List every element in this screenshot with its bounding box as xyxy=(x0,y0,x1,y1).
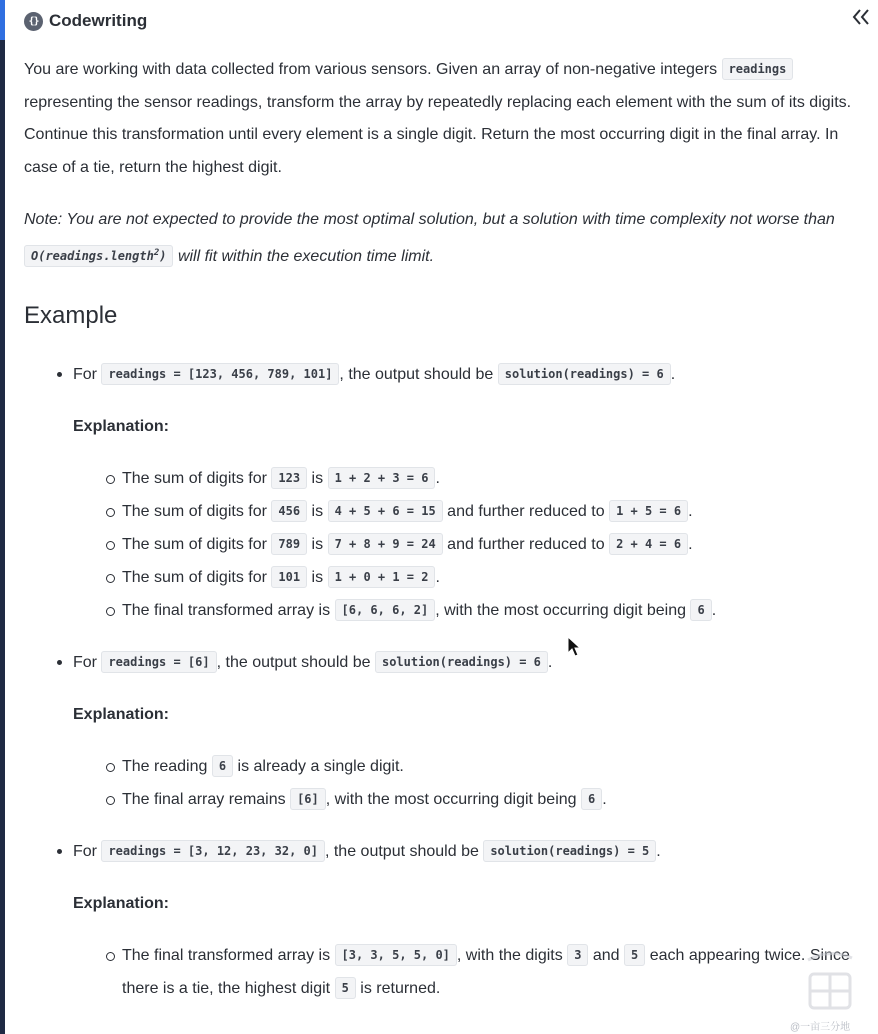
active-accent xyxy=(0,0,5,40)
item-text: The final array remains xyxy=(122,791,286,808)
item-code: 6 xyxy=(212,755,233,777)
explanation-label: Explanation: xyxy=(73,706,170,723)
example-output-code: solution(readings) = 6 xyxy=(375,651,548,673)
item-text: . xyxy=(435,470,440,487)
example-item xyxy=(24,358,864,646)
item-text: is xyxy=(311,536,324,553)
example-item xyxy=(24,835,864,1005)
double-chevron-left-icon xyxy=(851,8,871,26)
explanation-item xyxy=(73,939,864,1005)
item-text: . xyxy=(688,503,693,520)
explanation-item xyxy=(73,495,864,528)
item-text: The sum of digits for xyxy=(122,470,267,487)
item-code: 6 xyxy=(690,599,711,621)
complexity-code xyxy=(24,245,173,267)
item-text: , with the most occurring digit being xyxy=(325,791,577,808)
item-code: 1 + 5 = 6 xyxy=(609,500,688,522)
item-code: [6] xyxy=(290,788,326,810)
explanation-item xyxy=(73,462,864,495)
item-text: and further reduced to xyxy=(447,536,605,553)
complexity-close: ) xyxy=(159,248,167,263)
mouse-pointer-icon xyxy=(567,636,581,658)
examples-list xyxy=(24,358,864,1005)
watermark-text: @一亩三分地 xyxy=(790,1022,851,1033)
example-input-code: readings = [3, 12, 23, 32, 0] xyxy=(101,840,325,862)
task-header xyxy=(24,8,147,34)
explanation-label: Explanation: xyxy=(73,418,170,435)
task-type-title: Codewriting xyxy=(49,11,148,30)
item-code: 5 xyxy=(335,977,356,999)
item-code: 101 xyxy=(271,566,307,588)
note-text-2: will fit within the execution time limit. xyxy=(177,247,435,265)
example-end-text: . xyxy=(547,654,553,671)
codewriting-icon: {} xyxy=(24,12,43,31)
item-text: is xyxy=(311,503,324,520)
item-code: 456 xyxy=(271,500,307,522)
watermark-logo-icon xyxy=(790,940,870,1030)
item-text: . xyxy=(711,602,717,619)
item-code: 7 + 8 + 9 = 24 xyxy=(328,533,443,555)
item-text: The final transformed array is xyxy=(122,602,331,619)
example-for-label: For xyxy=(73,366,97,383)
item-text: The sum of digits for xyxy=(122,503,267,520)
item-text: and xyxy=(592,947,620,964)
explanation-item xyxy=(73,594,864,627)
intro-paragraph xyxy=(24,53,864,184)
item-text: The sum of digits for xyxy=(122,536,267,553)
item-code: 5 xyxy=(624,944,645,966)
example-mid-text: , the output should be xyxy=(216,654,371,671)
item-text: The reading xyxy=(122,758,208,775)
item-text: is returned. xyxy=(360,980,441,997)
item-code: 2 + 4 = 6 xyxy=(609,533,688,555)
item-text: The sum of digits for xyxy=(122,569,267,586)
note-text-1: Note: You are not expected to provide the most optimal solution, but a solution with time complexity not worse than xyxy=(24,211,835,228)
intro-text-2: representing the sensor readings, transform the array by repeatedly replacing each element with the sum of its digits. Continue this transformation until every element is a single digit. Return the most occurring digit in the final array. In case of a tie, return the highest digit. xyxy=(24,93,852,176)
explanation-label: Explanation: xyxy=(73,895,170,912)
complexity-exponent: 2 xyxy=(153,247,160,258)
explanation-list xyxy=(73,939,864,1005)
item-code: 1 + 2 + 3 = 6 xyxy=(328,467,436,489)
example-mid-text: , the output should be xyxy=(339,366,494,383)
item-text: . xyxy=(435,569,440,586)
example-item xyxy=(24,646,864,835)
item-text: . xyxy=(602,791,607,808)
item-text: each appearing twice. Since there is a tie, the highest digit xyxy=(122,947,850,997)
problem-description xyxy=(24,53,864,1005)
item-text: is already a single digit. xyxy=(237,758,404,775)
explanation-list xyxy=(73,462,864,627)
example-for-label: For xyxy=(73,654,97,671)
item-text: and further reduced to xyxy=(447,503,605,520)
item-code: 6 xyxy=(581,788,602,810)
example-io-line xyxy=(73,835,864,868)
intro-text-1: You are working with data collected from various sensors. Given an array of non-negative integers xyxy=(24,61,718,78)
example-output-code: solution(readings) = 5 xyxy=(483,840,656,862)
item-text: The final transformed array is xyxy=(122,947,331,964)
note-paragraph xyxy=(24,204,864,273)
complexity-expr: O(readings.length xyxy=(31,248,154,263)
example-io-line xyxy=(73,358,864,391)
example-end-text: . xyxy=(656,843,661,860)
item-code: 123 xyxy=(271,467,307,489)
collapse-panel-button[interactable] xyxy=(848,4,874,30)
item-text: , with the most occurring digit being xyxy=(435,602,687,619)
explanation-list xyxy=(73,750,864,816)
example-mid-text: , the output should be xyxy=(324,843,479,860)
example-for-label: For xyxy=(73,843,97,860)
inline-code: readings xyxy=(722,58,794,80)
item-code: 789 xyxy=(271,533,307,555)
item-code: 1 + 0 + 1 = 2 xyxy=(328,566,436,588)
item-text: . xyxy=(688,536,693,553)
explanation-item xyxy=(73,528,864,561)
explanation-item xyxy=(73,783,864,816)
item-code: 3 xyxy=(567,944,588,966)
item-code: 4 + 5 + 6 = 15 xyxy=(328,500,443,522)
item-code: [3, 3, 5, 5, 0] xyxy=(335,944,457,966)
explanation-item xyxy=(73,750,864,783)
example-input-code: readings = [123, 456, 789, 101] xyxy=(101,363,339,385)
example-output-code: solution(readings) = 6 xyxy=(498,363,671,385)
item-text: , with the digits xyxy=(456,947,563,964)
left-sidebar-strip xyxy=(0,0,5,1034)
example-end-text: . xyxy=(670,366,676,383)
example-input-code: readings = [6] xyxy=(101,651,216,673)
item-code: [6, 6, 6, 2] xyxy=(335,599,436,621)
example-io-line xyxy=(73,646,864,679)
explanation-item xyxy=(73,561,864,594)
item-text: is xyxy=(311,569,324,586)
example-heading: Example xyxy=(24,302,118,329)
item-text: is xyxy=(311,470,324,487)
